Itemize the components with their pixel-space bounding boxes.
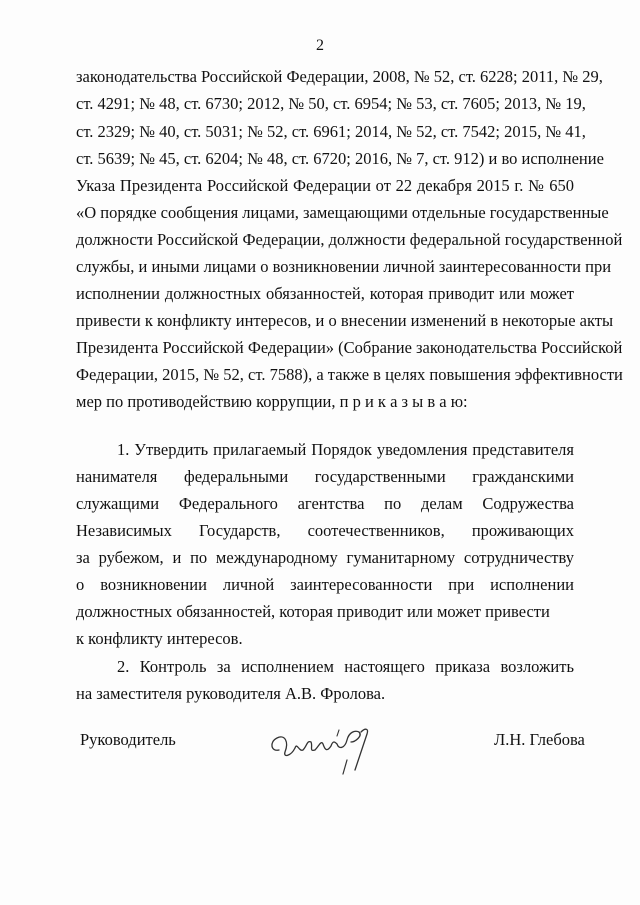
body-line: Федерации, 2015, № 52, ст. 7588), а также в целях повышения эффективности [76, 365, 623, 384]
item1-line: 1. Утвердить прилагаемый Порядок уведомления представителя [117, 440, 574, 459]
body-line: мер по противодействию коррупции, п р и к а з ы в а ю: [76, 392, 468, 411]
body-line: Президента Российской Федерации» (Собрание законодательства Российской [76, 338, 623, 357]
page-number: 2 [316, 37, 324, 54]
body-line: службы, и иными лицами о возникновении личной заинтересованности при [76, 257, 612, 276]
body-line: исполнении должностных обязанностей, которая приводит или может [76, 284, 574, 303]
item1-line: служащими Федерального агентства по делам Содружества [76, 494, 574, 513]
body-line: «О порядке сообщения лицами, замещающими отдельные государственные [76, 203, 609, 222]
item1-line: о возникновении личной заинтересованности при исполнении [76, 575, 574, 594]
item1-line: за рубежом, и по международному гуманитарному сотрудничеству [76, 548, 574, 567]
body-line: ст. 5639; № 45, ст. 6204; № 48, ст. 6720; 2016, № 7, ст. 912) и во исполнение [76, 149, 604, 168]
body-line: Указа Президента Российской Федерации от 22 декабря 2015 г. № 650 [76, 176, 574, 195]
item2-line: 2. Контроль за исполнением настоящего приказа возложить [117, 657, 574, 676]
body-line: привести к конфликту интересов, и о внесении изменений в некоторые акты [76, 311, 614, 330]
body-line: должности Российской Федерации, должности федеральной государственной [76, 230, 623, 249]
item2-line: на заместителя руководителя А.В. Фролова. [76, 684, 386, 703]
body-line: законодательства Российской Федерации, 2008, № 52, ст. 6228; 2011, № 29, [76, 67, 603, 86]
body-line: ст. 2329; № 40, ст. 5031; № 52, ст. 6961; 2014, № 52, ст. 7542; 2015, № 41, [76, 122, 586, 141]
item1-line: должностных обязанностей, которая приводит или может привести [76, 602, 550, 621]
handwritten-signature [265, 712, 385, 782]
signatory-title: Руководитель [80, 730, 176, 749]
body-line: ст. 4291; № 48, ст. 6730; 2012, № 50, ст. 6954; № 53, ст. 7605; 2013, № 19, [76, 94, 586, 113]
item1-line: нанимателя федеральными государственными гражданскими [76, 467, 574, 486]
item1-line: к конфликту интересов. [76, 629, 243, 648]
signatory-name: Л.Н. Глебова [494, 730, 585, 749]
item1-line: Независимых Государств, соотечественников, проживающих [76, 521, 574, 540]
